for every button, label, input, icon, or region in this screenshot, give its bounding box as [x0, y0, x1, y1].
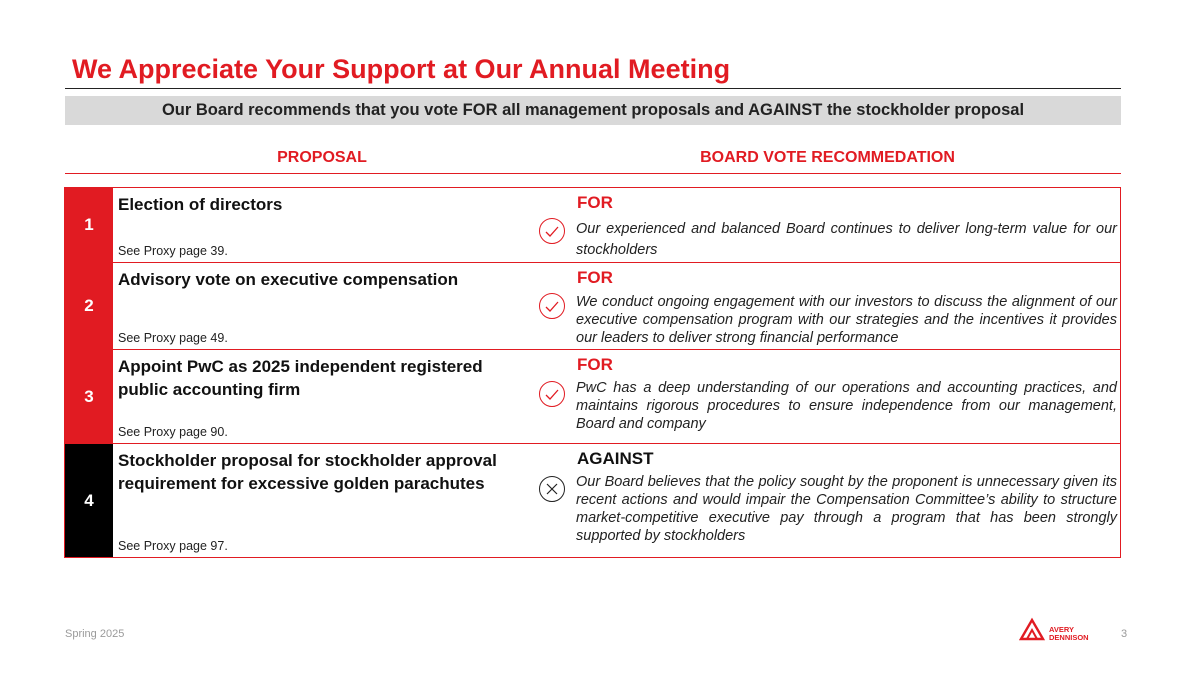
proposal-title: Advisory vote on executive compensation	[118, 270, 459, 289]
logo-text-line2: DENNISON	[1049, 633, 1089, 642]
proposal-number: 4	[65, 444, 113, 557]
proxy-reference: See Proxy page 90.	[118, 425, 228, 439]
proxy-reference: See Proxy page 49.	[118, 331, 228, 345]
proposal-column-header: PROPOSAL	[277, 149, 367, 166]
recommendation-description: Our experienced and balanced Board continues to deliver long-term value for our stockholders	[576, 221, 1117, 258]
proposal-number: 3	[65, 350, 113, 443]
vote-recommendation: FOR	[577, 355, 613, 374]
vote-recommendation: FOR	[577, 268, 613, 287]
check-circle-icon	[539, 381, 565, 407]
vote-recommendation: FOR	[577, 193, 613, 212]
proposal-title: Election of directors	[118, 195, 283, 214]
footer-date: Spring 2025	[65, 628, 125, 640]
header-divider	[65, 173, 1121, 174]
proposal-row-1	[65, 188, 1120, 262]
proxy-reference: See Proxy page 39.	[118, 244, 228, 258]
page-title: We Appreciate Your Support at Our Annual Meeting	[72, 54, 731, 84]
page-number: 3	[1121, 628, 1128, 640]
proposal-title: Appoint PwC as 2025 independent registered public accounting firm	[118, 357, 483, 399]
proposal-number: 2	[65, 263, 113, 349]
recommendation-banner: Our Board recommends that you vote FOR all management proposals and AGAINST the stockholder proposal	[65, 96, 1121, 125]
check-circle-icon	[539, 218, 565, 244]
recommendation-description: We conduct ongoing engagement with our investors to discuss the alignment of our executive compensation program with our strategies and the incentives it provides our leaders to deliver strong financial performance	[576, 294, 1117, 346]
proposal-number: 1	[65, 188, 113, 262]
proposal-row-4	[65, 443, 1120, 557]
proposals-table	[64, 187, 1121, 558]
title-divider	[65, 88, 1121, 89]
recommendation-column-header: BOARD VOTE RECOMMEDATION	[700, 149, 955, 166]
recommendation-description: Our Board believes that the policy sought by the proponent is unnecessary given its recent actions and would impair the Compensation Committee’s ability to structure market-competitive executive pay through a program that has been strongly supported by stockholders	[576, 474, 1117, 544]
proposal-row-2	[65, 262, 1120, 349]
check-circle-icon	[539, 293, 565, 319]
proposal-title: Stockholder proposal for stockholder approval requirement for excessive golden parachutes	[118, 451, 497, 493]
recommendation-description: PwC has a deep understanding of our operations and accounting practices, and maintains rigorous procedures to ensure independence from our management, Board and company	[576, 380, 1117, 432]
logo-text-line1: AVERY	[1049, 625, 1075, 634]
x-circle-icon	[539, 476, 565, 502]
proxy-reference: See Proxy page 97.	[118, 539, 228, 553]
proposal-row-3	[65, 349, 1120, 443]
vote-recommendation: AGAINST	[577, 449, 654, 468]
